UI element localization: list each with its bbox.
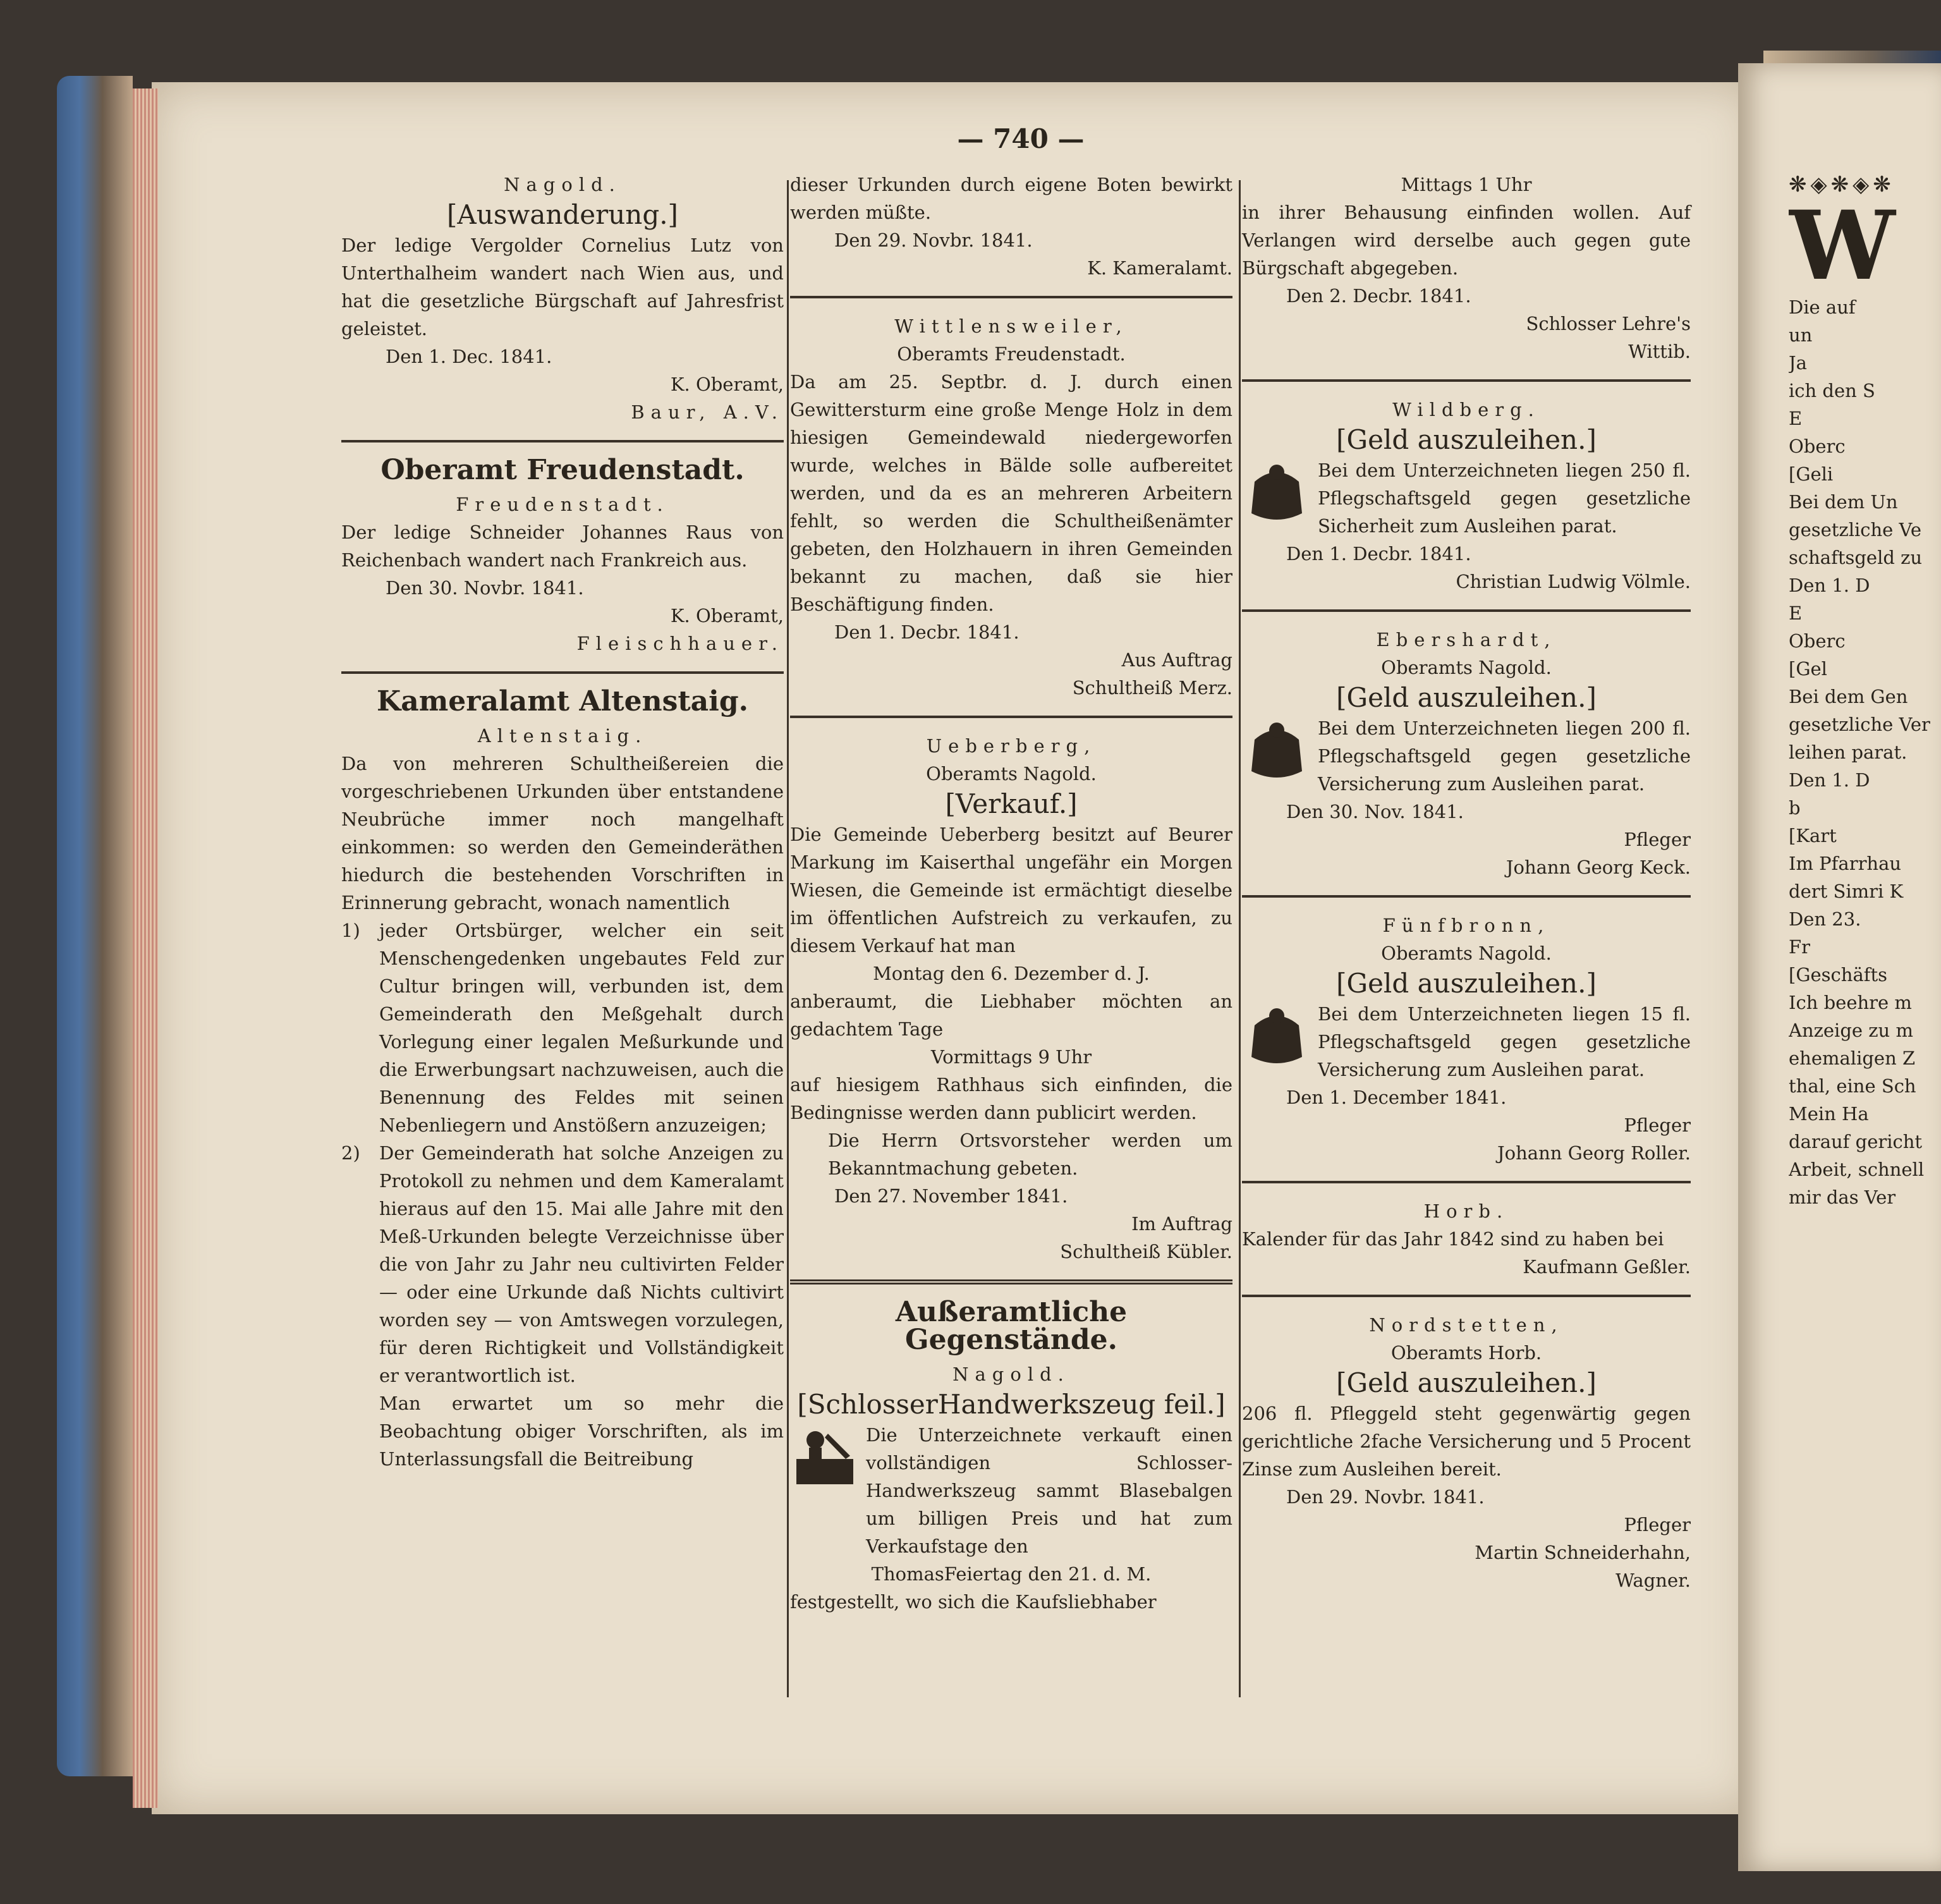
notice-title: [Geld auszuleihen.] bbox=[1336, 424, 1597, 455]
notice-body: Der ledige Vergolder Cornelius Lutz von Unterthalheim wandert nach Wien aus, und hat die gesetzliche Bürgschaft auf Jahresfrist geleistet. bbox=[341, 235, 784, 339]
notice-body: Die Unterzeichnete verkauft einen vollständigen Schlosser-Handwerkszeug sammt Blasebalgen um billigen Preis und hat zum Verkaufstage den bbox=[866, 1424, 1232, 1557]
list-item bbox=[341, 1139, 784, 1389]
partial-line: Mein Ha bbox=[1789, 1103, 1869, 1125]
notice-with-emblem bbox=[790, 1421, 1232, 1560]
notice-title: [Geld auszuleihen.] bbox=[1336, 968, 1597, 999]
divider bbox=[790, 1279, 1232, 1285]
notice-district: Oberamts Freudenstadt. bbox=[897, 343, 1126, 365]
notice-signature: Johann Georg Roller. bbox=[1497, 1142, 1691, 1164]
locksmith-icon bbox=[790, 1421, 860, 1497]
partial-line: [Geschäfts bbox=[1789, 964, 1888, 986]
notice-time: Vormittags 9 Uhr bbox=[930, 1046, 1092, 1068]
notice-place: Ebershardt, bbox=[1376, 629, 1557, 650]
column-1 bbox=[341, 171, 784, 1473]
partial-line: Oberc bbox=[1789, 630, 1846, 652]
notice-signature: Kaufmann Geßler. bbox=[1523, 1256, 1691, 1278]
notice-place: Altenstaig. bbox=[477, 725, 648, 747]
divider bbox=[1242, 379, 1691, 382]
partial-line: Anzeige zu m bbox=[1789, 1020, 1913, 1041]
notice-date: Den 1. Decbr. 1841. bbox=[1286, 543, 1471, 564]
notice-signature: K. Oberamt, bbox=[670, 374, 784, 395]
column-divider-1 bbox=[787, 180, 789, 1697]
page-number: — 740 — bbox=[957, 123, 1085, 154]
notice-title: [Geld auszuleihen.] bbox=[1336, 682, 1597, 713]
notice-signature: Aus Auftrag bbox=[1121, 649, 1232, 671]
notice-place: Wittlensweiler, bbox=[894, 315, 1128, 337]
column-3 bbox=[1242, 171, 1691, 1594]
partial-line: Im Pfarrhau bbox=[1789, 853, 1902, 874]
notice-signature: Baur, A.V. bbox=[631, 401, 784, 423]
partial-line: schaftsgeld zu bbox=[1789, 547, 1923, 568]
notice-with-emblem bbox=[1242, 1000, 1691, 1083]
notice-place: Freudenstadt. bbox=[456, 494, 669, 515]
partial-line: un bbox=[1789, 324, 1813, 346]
notice-date: Den 29. Novbr. 1841. bbox=[1286, 1486, 1485, 1508]
notice-signature: Christian Ludwig Völmle. bbox=[1456, 571, 1691, 592]
partial-line: dert Simri K bbox=[1789, 881, 1904, 902]
divider bbox=[1242, 1295, 1691, 1297]
notice-date: Den 1. Dec. 1841. bbox=[386, 346, 552, 367]
notice-signature: Schlosser Lehre's bbox=[1526, 313, 1691, 334]
notice-place: Wildberg. bbox=[1392, 399, 1540, 420]
partial-line: Den 1. D bbox=[1789, 769, 1870, 791]
section-heading: Kameralamt Altenstaig. bbox=[377, 685, 748, 717]
notice-body: in ihrer Behausung einfinden wollen. Auf Verlangen wird derselbe auch gegen gute Bürgschaft abgegeben. bbox=[1242, 202, 1691, 279]
notice-place: Horb. bbox=[1423, 1200, 1509, 1222]
notice-body: Bei dem Unterzeichneten liegen 15 fl. Pflegschaftsgeld gegen gesetzliche Versicherung zum Ausleihen parat. bbox=[1318, 1003, 1691, 1080]
partial-line: gesetzliche Ve bbox=[1789, 519, 1921, 540]
notice-signature: Schultheiß Kübler. bbox=[1060, 1241, 1232, 1262]
partial-line: E bbox=[1789, 602, 1803, 624]
partial-line: Bei dem Gen bbox=[1789, 686, 1908, 707]
notice-district: Oberamts Nagold. bbox=[1381, 943, 1552, 964]
notice-date: Den 30. Nov. 1841. bbox=[1286, 801, 1464, 822]
partial-line: Oberc bbox=[1789, 436, 1846, 457]
notice-place: Nagold. bbox=[504, 174, 621, 195]
notice-body: Bei dem Unterzeichneten liegen 200 fl. Pflegschaftsgeld gegen gesetzliche Versicherung zum Ausleihen parat. bbox=[1318, 717, 1691, 795]
notice-with-emblem bbox=[1242, 714, 1691, 798]
notice-time: Mittags 1 Uhr bbox=[1401, 174, 1532, 195]
notice-body: Bei dem Unterzeichneten liegen 250 fl. Pflegschaftsgeld gegen gesetzliche Sicherheit zum Ausleihen parat. bbox=[1318, 460, 1691, 537]
decorative-initial: W bbox=[1789, 190, 1895, 302]
notice-body: Da von mehreren Schultheißereien die vorgeschriebenen Urkunden über entstandene Neubrüche immer noch mangelhaft einkommen: so werden den Gemeinderäthen hiedurch die bestehenden Vorschriften in Erinnerung gebracht, wonach namentlich bbox=[341, 753, 784, 913]
notice-district: Oberamts Horb. bbox=[1390, 1342, 1542, 1364]
list-number: 1) bbox=[341, 920, 360, 941]
notice-signature: Wittib. bbox=[1628, 341, 1691, 362]
notice-place: Ueberberg, bbox=[926, 735, 1097, 757]
notice-body: Der ledige Schneider Johannes Raus von Reichenbach wandert nach Frankreich aus. bbox=[341, 522, 784, 571]
section-heading: Oberamt Freudenstadt. bbox=[380, 454, 745, 486]
notice-date: Den 1. Decbr. 1841. bbox=[834, 621, 1019, 643]
notice-body: anberaumt, die Liebhaber möchten an gedachtem Tage bbox=[790, 991, 1232, 1040]
notice-signature: K. Oberamt, bbox=[670, 605, 784, 626]
notice-signature: Pfleger bbox=[1624, 1514, 1691, 1535]
notice-date: Den 30. Novbr. 1841. bbox=[386, 577, 584, 599]
divider bbox=[341, 671, 784, 674]
partial-line: [Gel bbox=[1789, 658, 1827, 680]
notice-date: Den 1. December 1841. bbox=[1286, 1087, 1507, 1108]
notice-title: [Verkauf.] bbox=[945, 788, 1078, 819]
money-bag-icon bbox=[1242, 714, 1311, 790]
notice-signature: Fleischhauer. bbox=[576, 633, 784, 654]
partial-line: E bbox=[1789, 408, 1803, 429]
ornament-border: ❋◈❋◈❋ bbox=[1789, 172, 1895, 197]
notice-district: Oberamts Nagold. bbox=[926, 763, 1097, 784]
notice-signature: Pfleger bbox=[1624, 829, 1691, 850]
notice-body: Die Herrn Ortsvorsteher werden um Bekanntmachung gebeten. bbox=[828, 1130, 1232, 1179]
partial-line: thal, eine Sch bbox=[1789, 1075, 1916, 1097]
notice-signature: K. Kameralamt. bbox=[1087, 257, 1232, 279]
partial-line: [Kart bbox=[1789, 825, 1837, 846]
notice-body: festgestellt, wo sich die Kaufsliebhaber bbox=[790, 1591, 1157, 1613]
money-bag-icon bbox=[1242, 456, 1311, 532]
notice-place: Fünfbronn, bbox=[1382, 915, 1550, 936]
divider bbox=[790, 716, 1232, 718]
notice-body: Da am 25. Septbr. d. J. durch einen Gewittersturm eine große Menge Holz in dem hiesigen Gemeindewald niedergeworfen wurde, welches in Bälde solle aufbereitet werden, und da es an mehreren Arbeitern fehlt, so werden die Schultheißenämter gebeten, den Holzhauern in ihren Gemeinden bekannt zu machen, daß sie hier Beschäftigung finden. bbox=[790, 371, 1232, 615]
book-cover-left bbox=[57, 76, 133, 1776]
notice-signature: Johann Georg Keck. bbox=[1506, 857, 1691, 878]
notice-signature: Im Auftrag bbox=[1131, 1213, 1232, 1235]
divider bbox=[341, 440, 784, 442]
column-2 bbox=[790, 171, 1232, 1616]
notice-date-line: ThomasFeiertag den 21. d. M. bbox=[871, 1563, 1152, 1585]
column-divider-2 bbox=[1239, 180, 1241, 1697]
notice-date: Den 2. Decbr. 1841. bbox=[1286, 285, 1471, 307]
notice-date: Den 27. November 1841. bbox=[834, 1185, 1068, 1207]
notice-body: dieser Urkunden durch eigene Boten bewirkt werden müßte. bbox=[790, 174, 1232, 223]
notice-body: auf hiesigem Rathhaus sich einfinden, die Bedingnisse werden dann publicirt werden. bbox=[790, 1074, 1232, 1123]
notice-date-line: Montag den 6. Dezember d. J. bbox=[873, 963, 1150, 984]
divider bbox=[1242, 1181, 1691, 1183]
list-number: 2) bbox=[341, 1142, 360, 1164]
notice-body: Man erwartet um so mehr die Beobachtung obiger Vorschriften, als im Unterlassungsfall die Beitreibung bbox=[379, 1393, 784, 1470]
section-heading: Außeramtliche Gegenstände. bbox=[895, 1296, 1128, 1356]
notice-signature: Martin Schneiderhahn, bbox=[1475, 1542, 1691, 1563]
divider bbox=[1242, 609, 1691, 612]
partial-line: ehemaligen Z bbox=[1789, 1047, 1916, 1069]
partial-line: ich den S bbox=[1789, 380, 1875, 401]
notice-signature: Wagner. bbox=[1615, 1570, 1691, 1591]
partial-line: Die auf bbox=[1789, 296, 1856, 318]
notice-body: Die Gemeinde Ueberberg besitzt auf Beurer Markung im Kaiserthal ungefähr ein Morgen Wiesen, die Gemeinde ist ermächtigt dieselbe im öffentlichen Aufstreich zu verkaufen, zu diesem Verkauf hat man bbox=[790, 824, 1232, 956]
notice-place: Nordstetten, bbox=[1369, 1314, 1564, 1336]
notice-body: Kalender für das Jahr 1842 sind zu haben bei bbox=[1242, 1228, 1664, 1250]
list-text: Der Gemeinderath hat solche Anzeigen zu Protokoll zu nehmen und dem Kameralamt hieraus auf den 15. Mai alle Jahre mit den Meß-Urkunden belegte Verzeichnisse über die von Jahr zu Jahr neu cultivirten Felder — oder eine Urkunde daß Nichts cultivirt worden sey — von Amtswegen vorzulegen, für deren Richtigkeit und Vollständigkeit er verantwortlich ist. bbox=[379, 1142, 784, 1386]
notice-signature: Pfleger bbox=[1624, 1114, 1691, 1136]
partial-line: leihen parat. bbox=[1789, 741, 1908, 763]
notice-with-emblem bbox=[1242, 456, 1691, 540]
partial-line: Arbeit, schnell bbox=[1789, 1159, 1925, 1180]
notice-district: Oberamts Nagold. bbox=[1381, 657, 1552, 678]
notice-title: [Auswanderung.] bbox=[447, 199, 678, 230]
partial-line: Ja bbox=[1789, 352, 1807, 374]
divider bbox=[1242, 895, 1691, 898]
money-bag-icon bbox=[1242, 1000, 1311, 1076]
notice-body: 206 fl. Pfleggeld steht gegenwärtig gegen gerichtliche 2fache Versicherung und 5 Procent Zinse zum Ausleihen bereit. bbox=[1242, 1403, 1691, 1480]
partial-line: Den 23. bbox=[1789, 908, 1861, 930]
partial-line: Bei dem Un bbox=[1789, 491, 1898, 513]
notice-date: Den 29. Novbr. 1841. bbox=[834, 229, 1033, 251]
page-edges bbox=[133, 88, 158, 1808]
notice-signature: Schultheiß Merz. bbox=[1072, 677, 1232, 699]
notice-place: Nagold. bbox=[952, 1364, 1070, 1385]
partial-line: darauf gericht bbox=[1789, 1131, 1923, 1152]
list-text: jeder Ortsbürger, welcher ein seit Menschengedenken ungebautes Feld zur Cultur bringen will, verbunden ist, dem Gemeinderath den Meßgehalt durch Vorlegung einer legalen Meßurkunde und die Erwerbungsart nachzuweisen, auch die Benennung des Feldes mit seinen Nebenliegern und Anstößern anzuzeigen; bbox=[379, 920, 784, 1136]
divider bbox=[790, 296, 1232, 298]
partial-line: Ich beehre m bbox=[1789, 992, 1912, 1013]
partial-line: Fr bbox=[1789, 936, 1810, 958]
column-4-partial bbox=[1789, 171, 1940, 1211]
partial-line: [Geli bbox=[1789, 463, 1834, 485]
partial-line: b bbox=[1789, 797, 1801, 819]
partial-line: gesetzliche Ver bbox=[1789, 714, 1930, 735]
notice-title: [Geld auszuleihen.] bbox=[1336, 1367, 1597, 1398]
partial-line: mir das Ver bbox=[1789, 1187, 1896, 1208]
list-item bbox=[341, 917, 784, 1139]
partial-line: Den 1. D bbox=[1789, 575, 1870, 596]
notice-title: [SchlosserHandwerkszeug feil.] bbox=[797, 1389, 1226, 1420]
